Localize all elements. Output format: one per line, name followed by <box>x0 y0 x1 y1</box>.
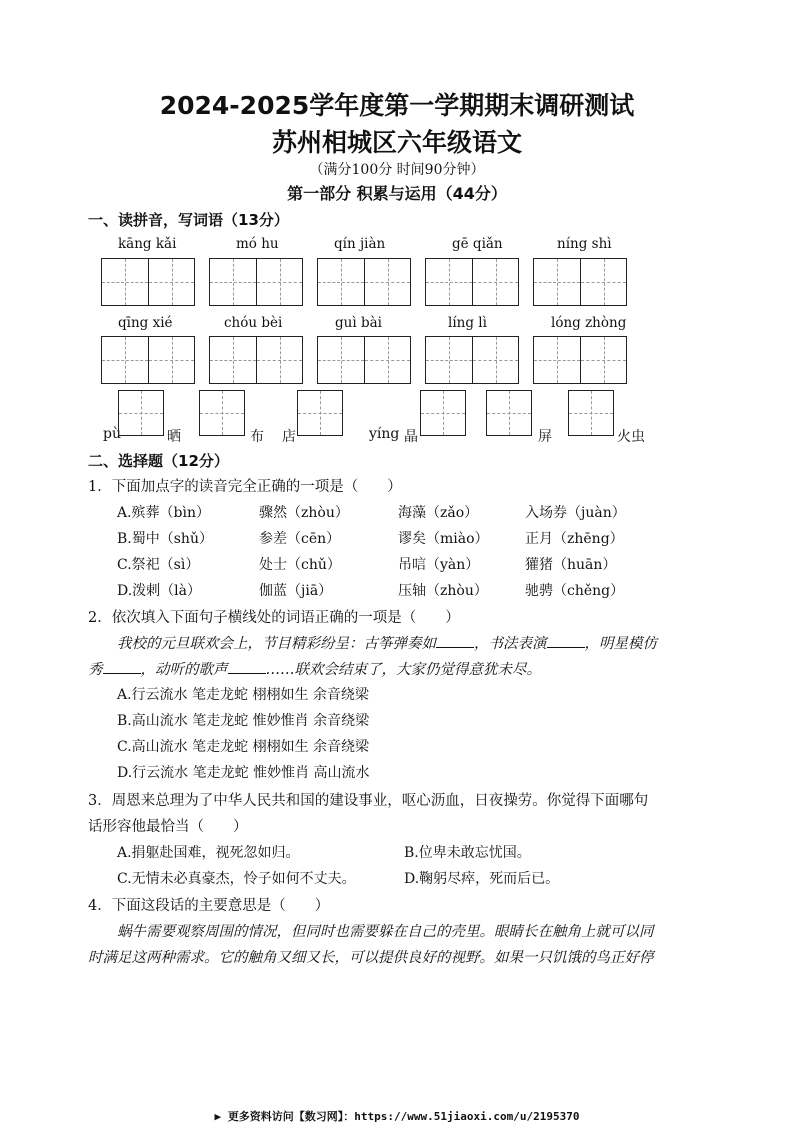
row3-char-huochong: 火虫 <box>617 429 645 445</box>
answer-grid-1-2[interactable] <box>209 258 303 306</box>
q4-passage-line-1: 蜗牛需要观察周围的情况，但同时也需要躲在自己的壳里。眼睛长在触角上就可以同 <box>117 924 654 940</box>
answer-cell-3-3[interactable] <box>297 390 343 436</box>
q4-stem: 4．下面这段话的主要意思是（ ） <box>88 898 330 914</box>
answer-grid-2-4[interactable] <box>425 336 519 384</box>
q2-blank-1[interactable] <box>436 647 474 648</box>
answer-grid-1-1[interactable] <box>101 258 195 306</box>
pinyin-2-4: líng lì <box>448 315 487 331</box>
q1-stem: 1．下面加点字的读音完全正确的一项是（ ） <box>88 479 402 495</box>
row3-char-shai: 晒 <box>167 429 181 445</box>
q1-d-1: D.泼剌（là） <box>117 583 201 599</box>
section2-heading: 二、选择题（12分） <box>88 452 229 470</box>
q1-c-4: 獾猪（huān） <box>525 557 617 573</box>
score-time: （满分100分 时间90分钟） <box>309 162 485 178</box>
row3-pinyin-pu: pù <box>103 426 121 442</box>
q1-b-3: 谬矣（miào） <box>398 531 489 547</box>
pinyin-1-3: qín jiàn <box>334 236 386 252</box>
footer-text: 更多资料访问【数习网】：https://www.51jiaoxi.com/u/2195370 <box>227 1110 580 1123</box>
row3-char-ping: 屏 <box>538 429 552 445</box>
q3-option-c: C.无情未必真豪杰，怜子如何不丈夫。 <box>117 871 356 887</box>
q2-option-b: B.高山流水 笔走龙蛇 惟妙惟肖 余音绕梁 <box>117 713 370 729</box>
q3-option-b: B.位卑未敢忘忧国。 <box>404 845 531 861</box>
answer-cell-3-6[interactable] <box>568 390 614 436</box>
q2-blank-2[interactable] <box>547 647 585 648</box>
part-heading: 第一部分 积累与运用（44分） <box>287 184 507 203</box>
q1-c-2: 处士（chǔ） <box>259 557 341 573</box>
pinyin-1-1: kāng kǎi <box>118 236 177 252</box>
answer-cell-3-4[interactable] <box>420 390 466 436</box>
q2-passage-line-1: 我校的元旦联欢会上，节目精彩纷呈：古筝弹奏如 ，书法表演 ，明星模仿 <box>117 636 657 652</box>
q1-b-4: 正月（zhēng） <box>525 531 624 547</box>
pinyin-1-4: gē qiǎn <box>452 236 503 252</box>
q2-blank-3[interactable] <box>103 673 141 674</box>
answer-grid-2-5[interactable] <box>533 336 627 384</box>
q2-stem: 2．依次填入下面句子横线处的词语正确的一项是（ ） <box>88 610 460 626</box>
q2-option-c: C.高山流水 笔走龙蛇 栩栩如生 余音绕梁 <box>117 739 370 755</box>
row3-pinyin-ying: yíng <box>369 426 400 442</box>
section1-heading: 一、读拼音，写词语（13分） <box>88 211 289 229</box>
q3-option-d: D.鞠躬尽瘁，死而后已。 <box>404 871 560 887</box>
answer-grid-2-3[interactable] <box>317 336 411 384</box>
title-line-2: 苏州相城区六年级语文 <box>271 128 522 157</box>
answer-grid-2-1[interactable] <box>101 336 195 384</box>
answer-grid-2-2[interactable] <box>209 336 303 384</box>
row3-char-bu: 布 <box>250 429 264 445</box>
pinyin-2-1: qīng xié <box>118 315 173 331</box>
q1-d-2: 伽蓝（jiā） <box>259 583 333 599</box>
q1-a-1: A.殡葬（bìn） <box>117 505 211 521</box>
title-line-1: 2024-2025学年度第一学期期末调研测试 <box>159 91 635 120</box>
footer-link[interactable] <box>0 1108 794 1124</box>
q3-stem-line-1: 3．周恩来总理为了中华人民共和国的建设事业，呕心沥血，日夜操劳。你觉得下面哪句 <box>88 793 649 809</box>
q1-a-4: 入场券（juàn） <box>525 505 626 521</box>
q2-passage-line-2: 秀 ，动听的歌声 ……联欢会结束了，大家仍觉得意犹未尽。 <box>88 662 541 678</box>
q3-option-a: A.捐躯赴国难，视死忽如归。 <box>117 845 300 861</box>
pinyin-1-5: níng shì <box>557 236 612 252</box>
answer-cell-3-2[interactable] <box>199 390 245 436</box>
q2-option-a: A.行云流水 笔走龙蛇 栩栩如生 余音绕梁 <box>117 687 369 703</box>
pinyin-2-3: guì bài <box>335 315 382 331</box>
q2-option-d: D.行云流水 笔走龙蛇 惟妙惟肖 高山流水 <box>117 765 370 781</box>
q1-d-3: 压轴（zhòu） <box>398 583 488 599</box>
pinyin-1-2: mó hu <box>236 236 279 252</box>
q1-d-4: 驰骋（chěng） <box>525 583 625 599</box>
q2-blank-4[interactable] <box>228 673 266 674</box>
q1-b-1: B.蜀中（shǔ） <box>117 531 213 547</box>
answer-cell-3-1[interactable] <box>118 390 164 436</box>
q1-b-2: 参差（cēn） <box>259 531 341 547</box>
pinyin-2-2: chóu bèi <box>224 315 283 331</box>
answer-grid-1-5[interactable] <box>533 258 627 306</box>
q1-c-3: 吊唁（yàn） <box>398 557 480 573</box>
q1-a-3: 海藻（zǎo） <box>398 505 479 521</box>
row3-char-jing: 晶 <box>404 429 418 445</box>
pinyin-2-5: lóng zhòng <box>551 315 627 331</box>
q1-c-1: C.祭祀（sì） <box>117 557 200 573</box>
row3-char-dian: 店 <box>282 429 296 445</box>
answer-cell-3-5[interactable] <box>486 390 532 436</box>
answer-grid-1-3[interactable] <box>317 258 411 306</box>
q3-stem-line-2: 话形容他最恰当（ ） <box>88 819 248 835</box>
flag-icon: ▶ <box>214 1110 222 1123</box>
answer-grid-1-4[interactable] <box>425 258 519 306</box>
q1-a-2: 骤然（zhòu） <box>259 505 349 521</box>
q4-passage-line-2: 时满足这两种需求。它的触角又细又长，可以提供良好的视野。如果一只饥饿的鸟正好停 <box>88 950 654 966</box>
